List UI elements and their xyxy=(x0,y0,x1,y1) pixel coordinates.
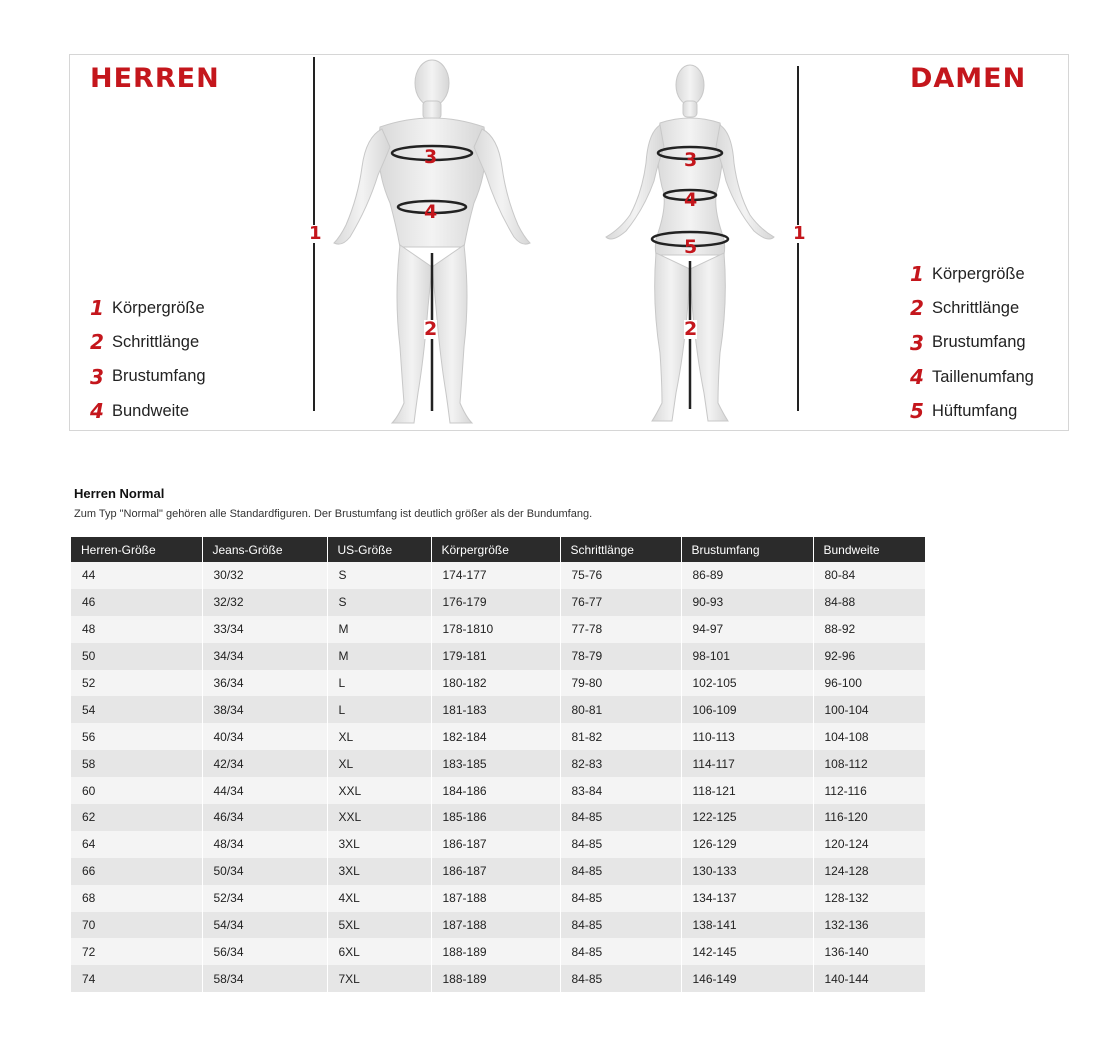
table-cell: 5XL xyxy=(327,912,431,939)
male-inseam-marker: 2 xyxy=(424,318,438,340)
table-cell: 84-85 xyxy=(560,804,681,831)
table-cell: 90-93 xyxy=(681,589,813,616)
herren-title: HERREN xyxy=(90,63,220,94)
table-cell: 108-112 xyxy=(813,750,925,777)
table-cell: 68 xyxy=(71,885,202,912)
table-cell: 54 xyxy=(71,696,202,723)
table-cell: L xyxy=(327,670,431,697)
legend-item: 4 Bundweite xyxy=(90,399,190,424)
table-cell: 187-188 xyxy=(431,912,560,939)
male-figure-illustration xyxy=(328,57,538,431)
table-cell: 187-188 xyxy=(431,885,560,912)
table-cell: 176-179 xyxy=(431,589,560,616)
table-cell: 118-121 xyxy=(681,777,813,804)
table-cell: 140-144 xyxy=(813,965,925,992)
column-header: Körpergröße xyxy=(431,537,560,562)
table-cell: 46 xyxy=(71,589,202,616)
size-table xyxy=(71,537,925,992)
damen-legend xyxy=(910,257,1034,428)
table-cell: 88-92 xyxy=(813,616,925,643)
table-cell: 82-83 xyxy=(560,750,681,777)
table-cell: 75-76 xyxy=(560,562,681,589)
legend-item: 2 Schrittlänge xyxy=(90,330,200,355)
table-cell: 34/34 xyxy=(202,643,327,670)
table-cell: 54/34 xyxy=(202,912,327,939)
table-cell: 138-141 xyxy=(681,912,813,939)
table-cell: 84-85 xyxy=(560,831,681,858)
table-cell: 58 xyxy=(71,750,202,777)
column-header: Jeans-Größe xyxy=(202,537,327,562)
table-cell: 56/34 xyxy=(202,938,327,965)
table-cell: 62 xyxy=(71,804,202,831)
section-title: Herren Normal xyxy=(74,486,165,501)
column-header: Bundweite xyxy=(813,537,925,562)
table-cell: 183-185 xyxy=(431,750,560,777)
table-cell: 60 xyxy=(71,777,202,804)
table-cell: 76-77 xyxy=(560,589,681,616)
table-row xyxy=(71,723,925,750)
table-cell: XL xyxy=(327,723,431,750)
table-cell: 48/34 xyxy=(202,831,327,858)
table-cell: 83-84 xyxy=(560,777,681,804)
table-cell: 3XL xyxy=(327,831,431,858)
column-header: Brustumfang xyxy=(681,537,813,562)
column-header: Herren-Größe xyxy=(71,537,202,562)
female-hip-marker: 5 xyxy=(684,236,698,258)
table-cell: 136-140 xyxy=(813,938,925,965)
female-chest-marker: 3 xyxy=(684,149,698,171)
table-cell: 124-128 xyxy=(813,858,925,885)
male-waist-marker: 4 xyxy=(424,201,438,223)
table-header-row xyxy=(71,537,925,562)
table-cell: 50 xyxy=(71,643,202,670)
legend-item: 2 Schrittlänge xyxy=(910,296,1020,321)
table-cell: 84-85 xyxy=(560,965,681,992)
column-header: Schrittlänge xyxy=(560,537,681,562)
legend-item: 3 Brustumfang xyxy=(910,330,1026,355)
table-cell: 52 xyxy=(71,670,202,697)
table-cell: 185-186 xyxy=(431,804,560,831)
table-cell: 32/32 xyxy=(202,589,327,616)
table-cell: 44 xyxy=(71,562,202,589)
table-cell: 134-137 xyxy=(681,885,813,912)
table-cell: 104-108 xyxy=(813,723,925,750)
table-cell: 74 xyxy=(71,965,202,992)
table-cell: 84-85 xyxy=(560,912,681,939)
column-header: US-Größe xyxy=(327,537,431,562)
section-description: Zum Typ "Normal" gehören alle Standardfiguren. Der Brustumfang ist deutlich größer als der Bundumfang. xyxy=(74,508,593,520)
table-row xyxy=(71,885,925,912)
table-row xyxy=(71,696,925,723)
table-cell: 114-117 xyxy=(681,750,813,777)
legend-item: 1 Körpergröße xyxy=(910,262,1025,287)
table-cell: 120-124 xyxy=(813,831,925,858)
table-cell: 36/34 xyxy=(202,670,327,697)
table-cell: XXL xyxy=(327,777,431,804)
table-cell: 146-149 xyxy=(681,965,813,992)
table-row xyxy=(71,643,925,670)
table-cell: 96-100 xyxy=(813,670,925,697)
legend-item: 5 Hüftumfang xyxy=(910,399,1018,424)
table-cell: 33/34 xyxy=(202,616,327,643)
table-cell: 80-84 xyxy=(813,562,925,589)
table-cell: 56 xyxy=(71,723,202,750)
table-row xyxy=(71,831,925,858)
table-cell: 102-105 xyxy=(681,670,813,697)
table-cell: 110-113 xyxy=(681,723,813,750)
table-row xyxy=(71,938,925,965)
table-cell: 44/34 xyxy=(202,777,327,804)
table-cell: 64 xyxy=(71,831,202,858)
herren-height-marker: 1 xyxy=(309,223,322,244)
table-cell: 70 xyxy=(71,912,202,939)
table-cell: 66 xyxy=(71,858,202,885)
table-cell: 77-78 xyxy=(560,616,681,643)
table-cell: 112-116 xyxy=(813,777,925,804)
table-row xyxy=(71,589,925,616)
table-cell: 181-183 xyxy=(431,696,560,723)
table-cell: 116-120 xyxy=(813,804,925,831)
table-cell: 42/34 xyxy=(202,750,327,777)
table-cell: 92-96 xyxy=(813,643,925,670)
table-cell: 6XL xyxy=(327,938,431,965)
legend-item: 4 Taillenumfang xyxy=(910,365,1034,390)
table-row xyxy=(71,804,925,831)
table-cell: 130-133 xyxy=(681,858,813,885)
table-row xyxy=(71,777,925,804)
table-cell: 79-80 xyxy=(560,670,681,697)
table-cell: 72 xyxy=(71,938,202,965)
table-cell: 40/34 xyxy=(202,723,327,750)
table-cell: 186-187 xyxy=(431,831,560,858)
table-cell: 188-189 xyxy=(431,938,560,965)
table-cell: 94-97 xyxy=(681,616,813,643)
table-row xyxy=(71,562,925,589)
table-cell: 30/32 xyxy=(202,562,327,589)
table-cell: L xyxy=(327,696,431,723)
table-cell: 98-101 xyxy=(681,643,813,670)
table-row xyxy=(71,858,925,885)
male-chest-marker: 3 xyxy=(424,146,438,168)
table-cell: 142-145 xyxy=(681,938,813,965)
table-cell: 84-85 xyxy=(560,885,681,912)
table-row xyxy=(71,670,925,697)
table-cell: 184-186 xyxy=(431,777,560,804)
table-cell: 78-79 xyxy=(560,643,681,670)
table-cell: 38/34 xyxy=(202,696,327,723)
table-cell: 7XL xyxy=(327,965,431,992)
table-cell: 182-184 xyxy=(431,723,560,750)
table-cell: 86-89 xyxy=(681,562,813,589)
table-body xyxy=(71,562,925,992)
table-cell: XXL xyxy=(327,804,431,831)
table-row xyxy=(71,750,925,777)
table-cell: 186-187 xyxy=(431,858,560,885)
table-cell: S xyxy=(327,589,431,616)
table-cell: 126-129 xyxy=(681,831,813,858)
table-cell: 52/34 xyxy=(202,885,327,912)
table-row xyxy=(71,912,925,939)
table-cell: 174-177 xyxy=(431,562,560,589)
table-cell: 106-109 xyxy=(681,696,813,723)
table-cell: 50/34 xyxy=(202,858,327,885)
herren-legend xyxy=(90,291,206,428)
table-cell: M xyxy=(327,643,431,670)
table-cell: 3XL xyxy=(327,858,431,885)
table-cell: 188-189 xyxy=(431,965,560,992)
table-cell: 122-125 xyxy=(681,804,813,831)
table-cell: 128-132 xyxy=(813,885,925,912)
table-cell: 132-136 xyxy=(813,912,925,939)
table-cell: 179-181 xyxy=(431,643,560,670)
table-cell: 84-85 xyxy=(560,858,681,885)
table-cell: 46/34 xyxy=(202,804,327,831)
damen-title: DAMEN xyxy=(910,63,1027,94)
table-cell: XL xyxy=(327,750,431,777)
legend-item: 3 Brustumfang xyxy=(90,364,206,389)
table-cell: 84-88 xyxy=(813,589,925,616)
table-cell: 178-1810 xyxy=(431,616,560,643)
table-row xyxy=(71,965,925,992)
table-cell: 58/34 xyxy=(202,965,327,992)
table-row xyxy=(71,616,925,643)
female-waist-marker: 4 xyxy=(684,189,698,211)
table-cell: S xyxy=(327,562,431,589)
table-cell: 48 xyxy=(71,616,202,643)
size-guide-panel xyxy=(69,54,1069,431)
table-cell: 80-81 xyxy=(560,696,681,723)
table-cell: 84-85 xyxy=(560,938,681,965)
table-cell: 100-104 xyxy=(813,696,925,723)
table-cell: 4XL xyxy=(327,885,431,912)
female-inseam-marker: 2 xyxy=(684,318,698,340)
damen-height-marker: 1 xyxy=(793,223,806,244)
table-cell: 81-82 xyxy=(560,723,681,750)
table-cell: 180-182 xyxy=(431,670,560,697)
legend-item: 1 Körpergröße xyxy=(90,296,205,321)
table-cell: M xyxy=(327,616,431,643)
